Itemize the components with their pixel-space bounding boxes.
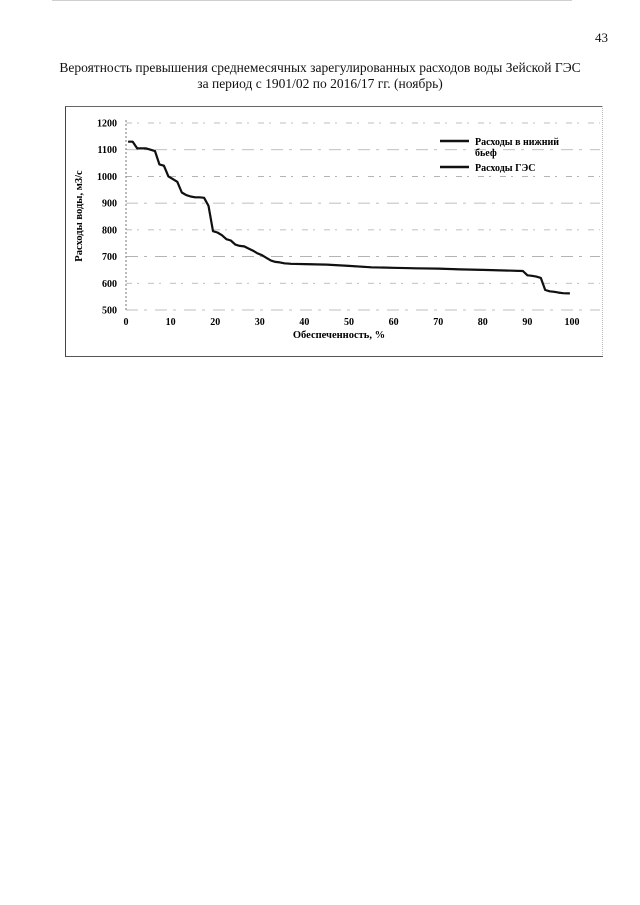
y-tick-label: 900: [102, 198, 117, 210]
y-tick-label: 1100: [97, 145, 117, 157]
x-tick-label: 90: [522, 317, 533, 328]
x-tick-label: 30: [254, 317, 265, 328]
y-tick-label: 800: [102, 225, 117, 237]
legend-label-2: Расходы ГЭС: [475, 163, 536, 174]
page-number: 43: [595, 30, 608, 45]
y-axis-label: Расходы воды, м3/с: [74, 170, 85, 262]
y-tick-label: 600: [102, 278, 117, 290]
y-tick-label: 1200: [97, 118, 117, 130]
x-tick-label: 60: [388, 317, 399, 328]
x-tick-label: 0: [123, 317, 129, 328]
y-tick-label: 500: [102, 305, 117, 317]
y-tick-labels: [97, 119, 117, 317]
chart-title-line-2: за период с 1901/02 по 2016/17 гг. (ноябрь): [197, 76, 443, 91]
legend: [440, 137, 559, 174]
legend-label-1: бьеф: [475, 148, 497, 159]
x-tick-label: 70: [433, 317, 444, 328]
x-tick-label: 50: [344, 317, 354, 328]
x-tick-label: 10: [165, 317, 176, 328]
x-tick-label: 40: [299, 317, 310, 328]
chart-title-line-1: Вероятность превышения среднемесячных зарегулированных расходов воды Зейской ГЭС: [59, 60, 581, 75]
x-tick-label: 80: [477, 317, 488, 328]
gridlines: [126, 123, 600, 310]
x-tick-labels: [124, 317, 580, 328]
x-axis-label: Обеспеченность, %: [292, 330, 386, 341]
y-tick-label: 700: [102, 252, 117, 264]
y-tick-label: 1000: [97, 171, 117, 183]
x-tick-label: 100: [564, 317, 580, 328]
legend-label-1: Расходы в нижний: [475, 137, 560, 148]
x-tick-label: 20: [210, 317, 221, 328]
